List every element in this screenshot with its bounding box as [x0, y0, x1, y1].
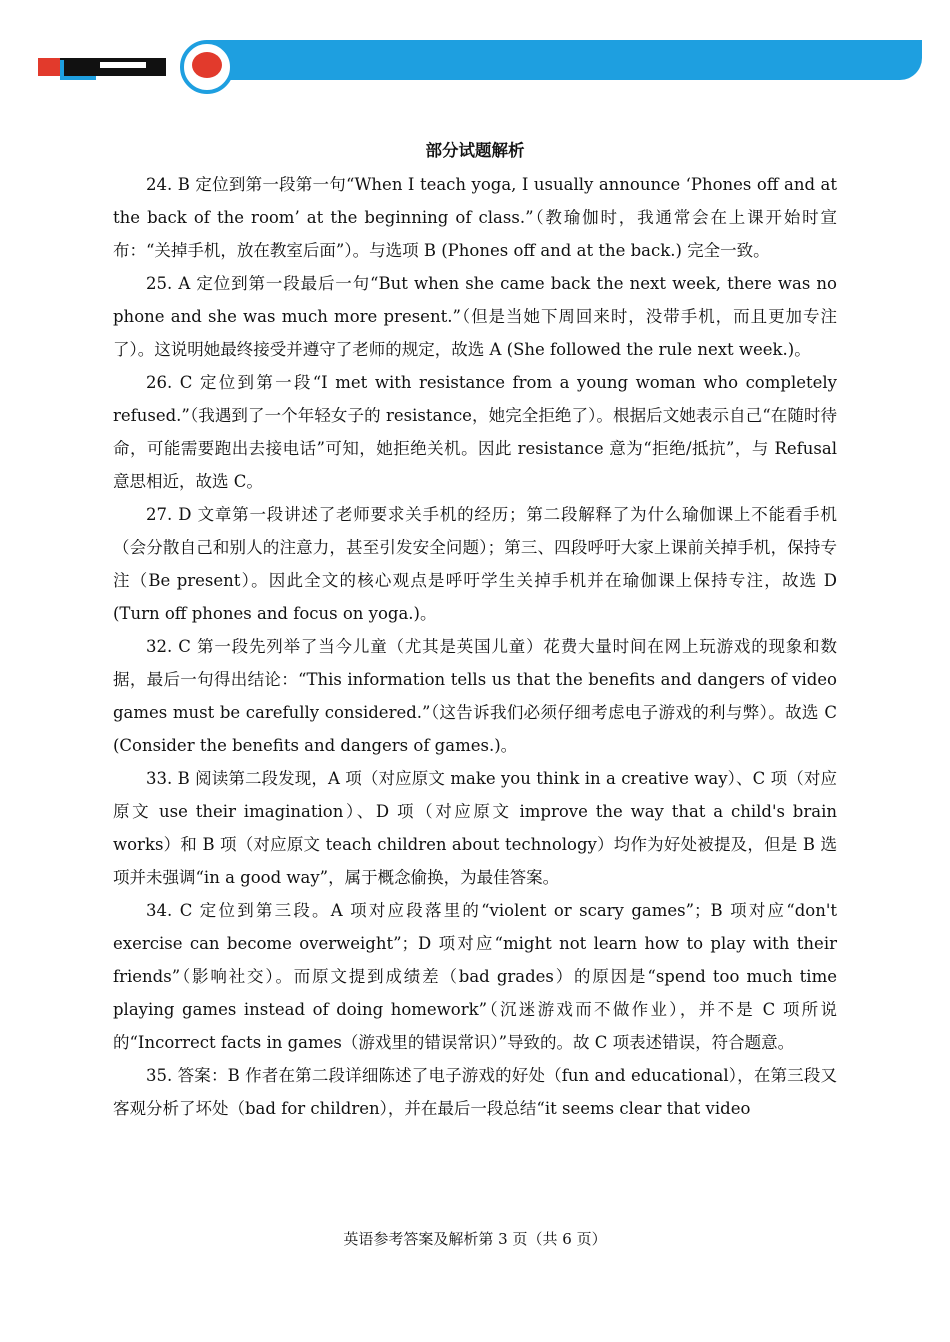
section-title: 部分试题解析	[425, 141, 525, 160]
answer-paragraph-33: 33. B 阅读第二段发现，A 项（对应原文 make you think in a creative way）、C 项（对应原文 use their imagination）、D 项（对应原文 improve the way that a child's brain works）和 B 项（对应原文 teach children about technology）均作为好处被提及，但是 B 选项并未强调“in a good way”，属于概念偷换，为最佳答案。	[113, 769, 837, 887]
logo-blue-mark	[60, 60, 96, 80]
answer-paragraph-27: 27. D 文章第一段讲述了老师要求关手机的经历；第二段解释了为什么瑜伽课上不能看手机（会分散自己和别人的注意力，甚至引发安全问题）；第三、四段呼吁大家上课前关掉手机，保持专注（Be present）。因此全文的核心观点是呼吁学生关掉手机并在瑜伽课上保持专注，故选 D (Turn off phones and focus on yoga.)。	[113, 505, 837, 623]
answer-paragraph-35: 35. 答案：B 作者在第二段详细陈述了电子游戏的好处（fun and educational），在第三段又客观分析了坏处（bad for children），并在最后一段总结“it seems clear that video	[113, 1066, 837, 1118]
answer-paragraph-24: 24. B 定位到第一段第一句“When I teach yoga, I usually announce ‘Phones off and at the back of the room’ at the beginning of class.”（教瑜伽时，我通常会在上课开始时宣布：“关掉手机，放在教室后面”）。与选项 B (Phones off and at the back.) 完全一致。	[113, 175, 837, 260]
answer-paragraph-34: 34. C 定位到第三段。A 项对应段落里的“violent or scary games”；B 项对应“don't exercise can become overweight”；D 项对应“might not learn how to play with their friends”（影响社交）。而原文提到成绩差（bad grades）的原因是“spend too much time playing games instead of doing homework”（沉迷游戏而不做作业），并不是 C 项所说的“Incorrect facts in games（游戏里的错误常识）”导致的。故 C 项表述错误，符合题意。	[113, 901, 837, 1052]
document-body	[113, 168, 837, 1125]
answer-paragraph-25: 25. A 定位到第一段最后一句“But when she came back the next week, there was no phone and she was much more present.”（但是当她下周回来时，没带手机，而且更加专注了）。这说明她最终接受并遵守了老师的规定，故选 A (She followed the rule next week.)。	[113, 274, 837, 359]
answer-paragraph-32: 32. C 第一段先列举了当今儿童（尤其是英国儿童）花费大量时间在网上玩游戏的现象和数据，最后一句得出结论：“This information tells us that the benefits and dangers of video games must be carefully considered.”（这告诉我们必须仔细考虑电子游戏的利与弊）。故选 C (Consider the benefits and dangers of games.)。	[113, 637, 837, 755]
header-ribbon	[206, 40, 922, 80]
logo-white-stroke	[100, 62, 146, 68]
page-header	[0, 0, 950, 88]
page-footer: 英语参考答案及解析第 3 页（共 6 页）	[343, 1230, 607, 1248]
badge-heart-icon	[192, 52, 222, 78]
answer-paragraph-26: 26. C 定位到第一段“I met with resistance from a young woman who completely refused.”（我遇到了一个年轻女子的 resistance，她完全拒绝了）。根据后文她表示自己“在随时待命，可能需要跑出去接电话”可知，她拒绝关机。因此 resistance 意为“拒绝/抵抗”，与 Refusal 意思相近，故选 C。	[113, 373, 837, 491]
logo-red-mark	[38, 58, 60, 76]
